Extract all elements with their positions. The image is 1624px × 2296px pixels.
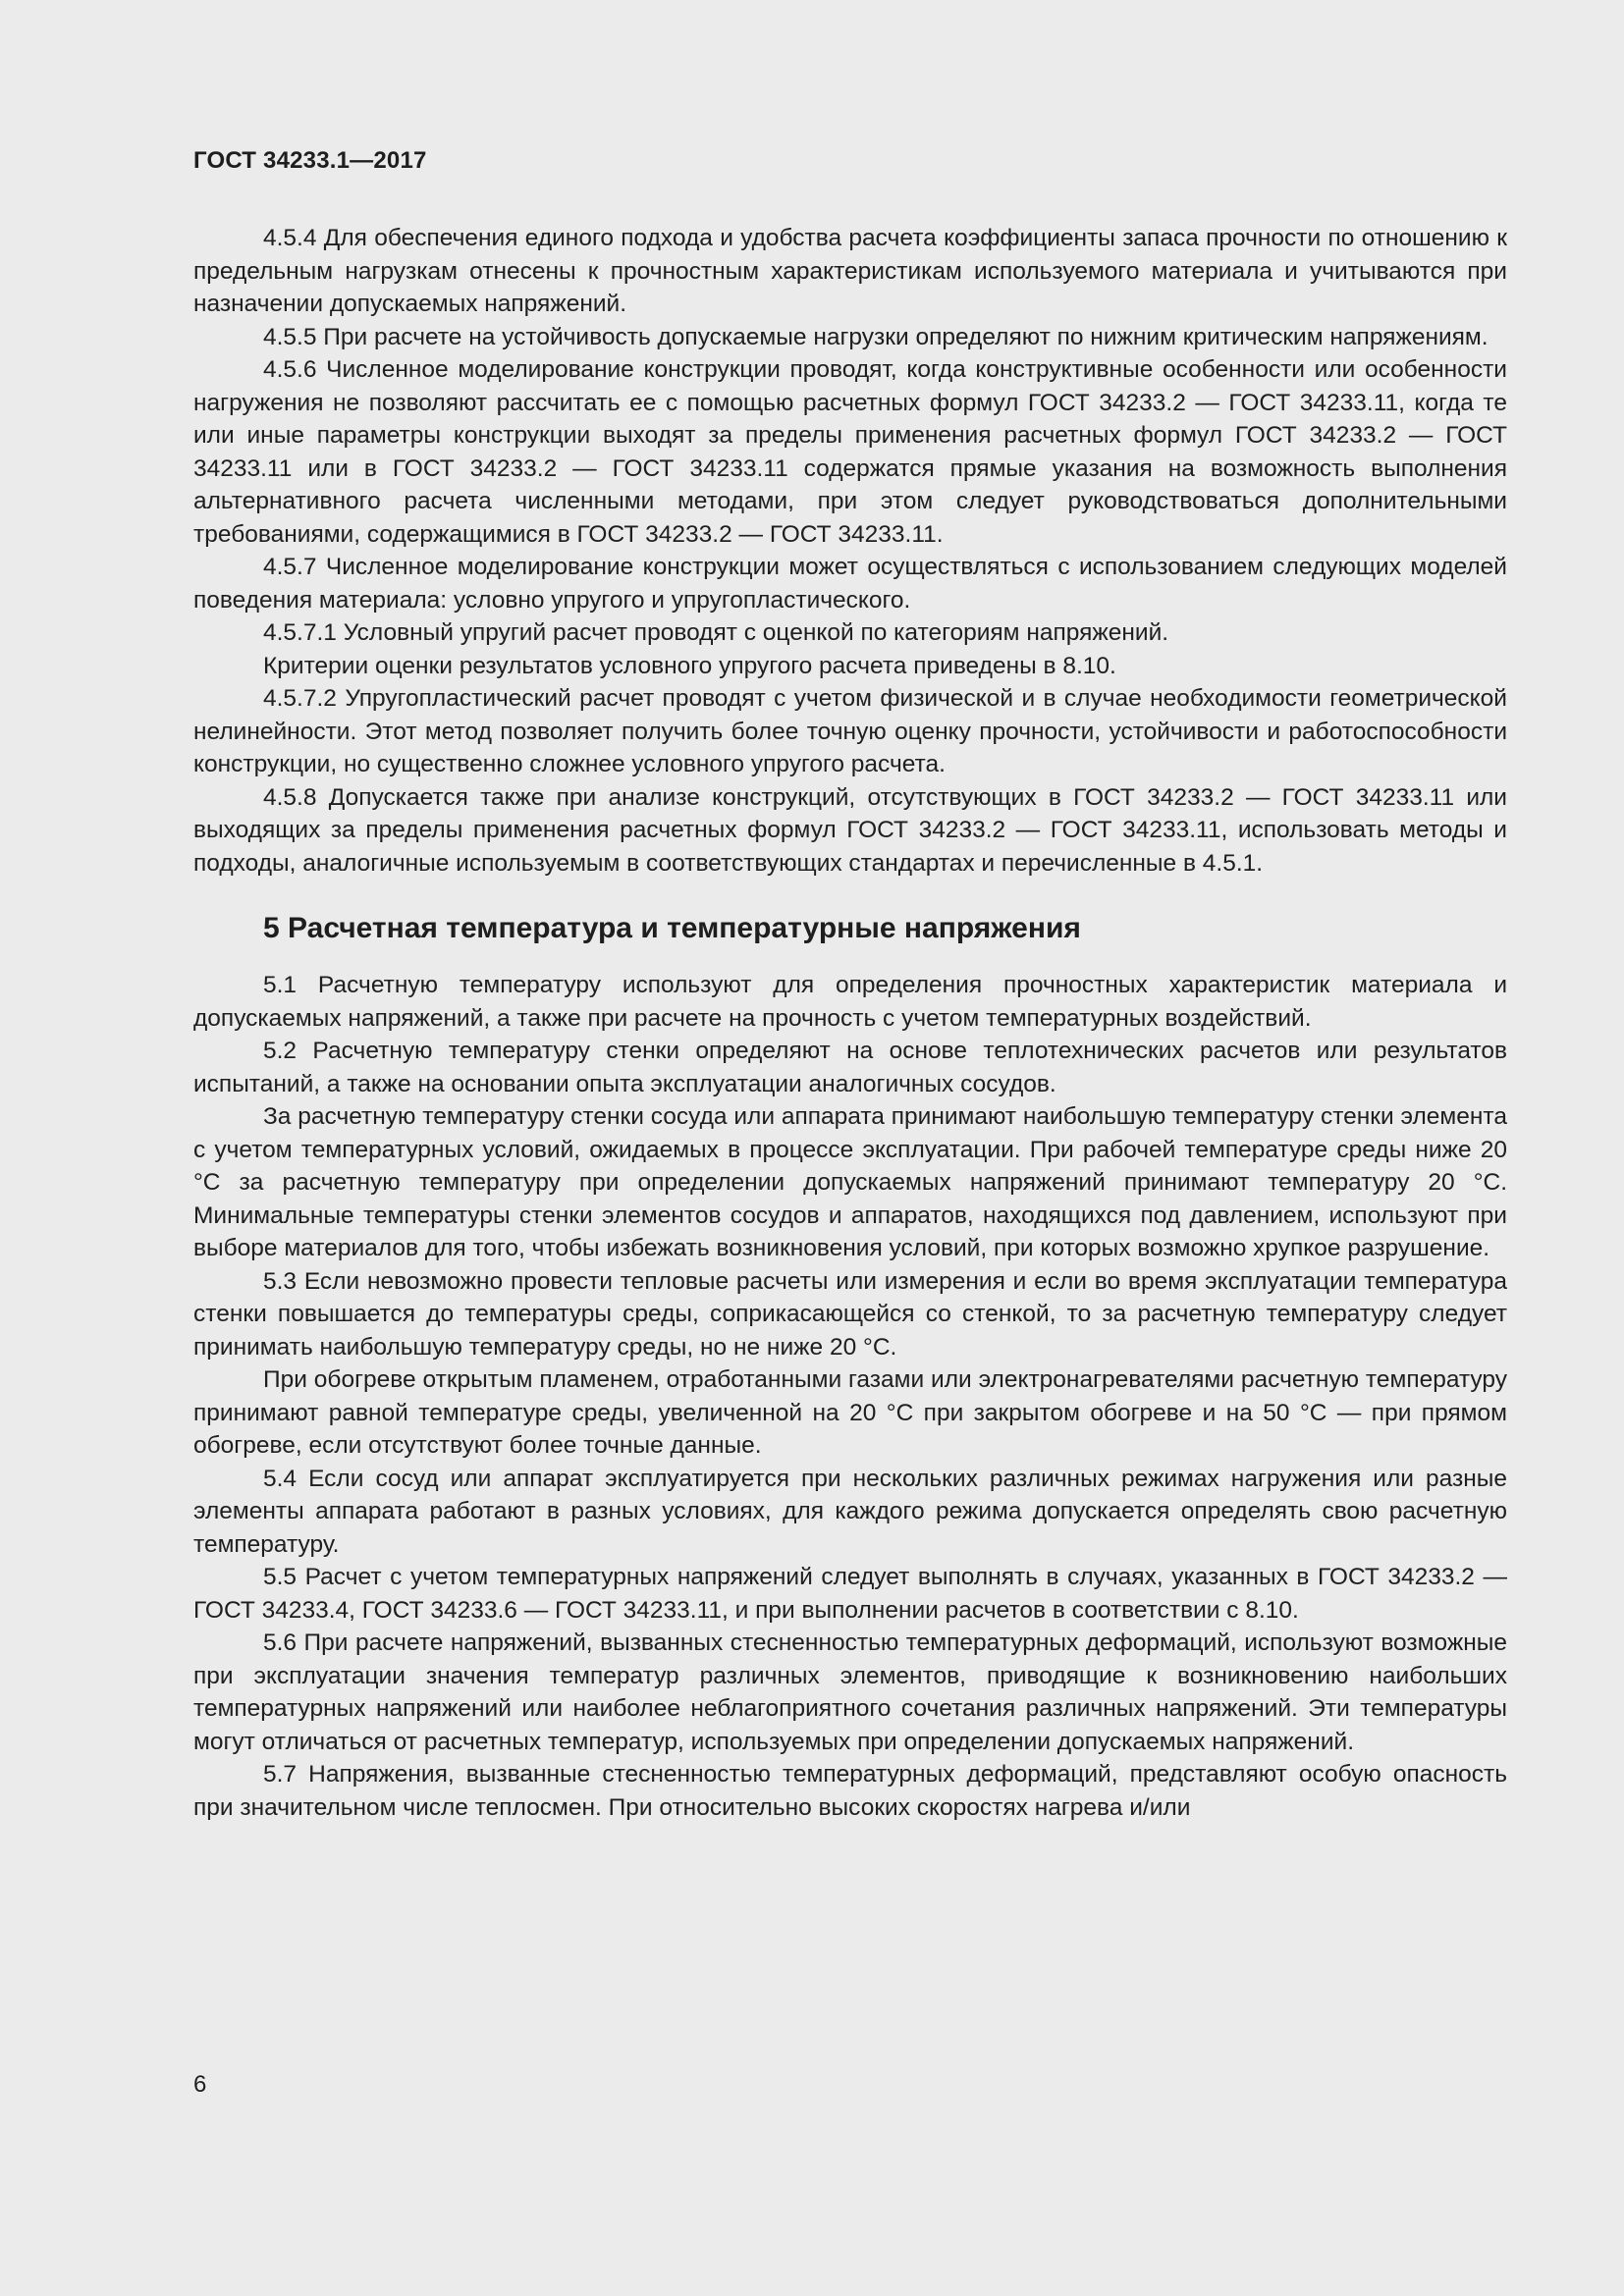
paragraph-4-5-5: 4.5.5 При расчете на устойчивость допускаемые нагрузки определяют по нижним критическим напряжениям.	[263, 323, 1489, 350]
paragraph-criteria: Критерии оценки результатов условного упругого расчета приведены в 8.10.	[263, 652, 1116, 679]
paragraph-5-2: 5.2 Расчетную температуру стенки определяют на основе теплотехнических расчетов или результатов испытаний, а также на основании опыта эксплуатации аналогичных сосудов.	[193, 1038, 1507, 1097]
paragraph-5-4: 5.4 Если сосуд или аппарат эксплуатируется при нескольких различных режимах нагружения или разные элементы аппарата работают в разных условиях, для каждого режима допускается определять свою расчетную температуру.	[193, 1465, 1507, 1558]
paragraph-5-3: 5.3 Если невозможно провести тепловые расчеты или измерения и если во время эксплуатации температура стенки повышается до температуры среды, соприкасающейся со стенкой, то за расчетную температуру следует принимать наибольшую температуру среды, но не ниже 20 °С.	[193, 1267, 1507, 1361]
document-body	[193, 222, 1507, 1824]
paragraph-5-6: 5.6 При расчете напряжений, вызванных стесненностью температурных деформаций, используют возможные при эксплуатации значения температур различных элементов, приводящие к возникновению наибольших температурных напряжений или наиболее неблагоприятного сочетания различных напряжений. Эти температуры могут отличаться от расчетных температур, используемых при определении допускаемых напряжений.	[193, 1629, 1507, 1755]
paragraph-4-5-6: 4.5.6 Численное моделирование конструкции проводят, когда конструктивные особенности или особенности нагружения не позволяют рассчитать ее с помощью расчетных формул ГОСТ 34233.2 — ГОСТ 34233.11, когда те или иные параметры конструкции выходят за пределы применения расчетных формул ГОСТ 34233.2 — ГОСТ 34233.11 или в ГОСТ 34233.2 — ГОСТ 34233.11 содержатся прямые указания на возможность выполнения альтернативного расчета численными методами, при этом следует руководствоваться дополнительными требованиями, содержащимися в ГОСТ 34233.2 — ГОСТ 34233.11.	[193, 356, 1507, 548]
paragraph-5-7: 5.7 Напряжения, вызванные стесненностью температурных деформаций, представляют особую опасность при значительном числе теплосмен. При относительно высоких скоростях нагрева и/или	[193, 1761, 1507, 1821]
paragraph-5-1: 5.1 Расчетную температуру используют для определения прочностных характеристик материала и допускаемых напряжений, а также при расчете на прочность с учетом температурных воздействий.	[193, 972, 1507, 1032]
page-number: 6	[193, 2071, 207, 2098]
paragraph-4-5-8: 4.5.8 Допускается также при анализе конструкций, отсутствующих в ГОСТ 34233.2 — ГОСТ 34233.11 или выходящих за пределы применения расчетных формул ГОСТ 34233.2 — ГОСТ 34233.11, использовать методы и подходы, аналогичные используемым в соответствующих стандартах и перечисленные в 4.5.1.	[193, 783, 1507, 877]
paragraph-5-2-cont: За расчетную температуру стенки сосуда или аппарата принимают наибольшую температуру стенки элемента с учетом температурных условий, ожидаемых в процессе эксплуатации. При рабочей температуре среды ниже 20 °С за расчетную температуру при определении допускаемых напряжений принимают температуру 20 °С. Минимальные температуры стенки элементов сосудов и аппаратов, находящихся под давлением, используют при выборе материалов для того, чтобы избежать возникновения условий, при которых возможно хрупкое разрушение.	[193, 1103, 1507, 1261]
paragraph-5-5: 5.5 Расчет с учетом температурных напряжений следует выполнять в случаях, указанных в ГОСТ 34233.2 — ГОСТ 34233.4, ГОСТ 34233.6 — ГОСТ 34233.11, и при выполнении расчетов в соответствии с 8.10.	[193, 1564, 1507, 1624]
paragraph-4-5-4: 4.5.4 Для обеспечения единого подхода и удобства расчета коэффициенты запаса прочности по отношению к предельным нагрузкам отнесены к прочностным характеристикам используемого материала и учитываются при назначении допускаемых напряжений.	[193, 225, 1507, 317]
paragraph-5-3-cont: При обогреве открытым пламенем, отработанными газами или электронагревателями расчетную температуру принимают равной температуре среды, увеличенной на 20 °С при закрытом обогреве и на 50 °С — при прямом обогреве, если отсутствуют более точные данные.	[193, 1366, 1507, 1459]
section-5-title: 5 Расчетная температура и температурные напряжения	[263, 912, 1081, 944]
document-header: ГОСТ 34233.1—2017	[193, 147, 427, 174]
paragraph-4-5-7-1: 4.5.7.1 Условный упругий расчет проводят с оценкой по категориям напряжений.	[263, 619, 1169, 646]
paragraph-4-5-7: 4.5.7 Численное моделирование конструкции может осуществляться с использованием следующих моделей поведения материала: условно упругого и упругопластического.	[193, 554, 1507, 614]
paragraph-4-5-7-2: 4.5.7.2 Упругопластический расчет проводят с учетом физической и в случае необходимости геометрической нелинейности. Этот метод позволяет получить более точную оценку прочности, устойчивости и работоспособности конструкции, но существенно сложнее условного упругого расчета.	[193, 685, 1507, 777]
